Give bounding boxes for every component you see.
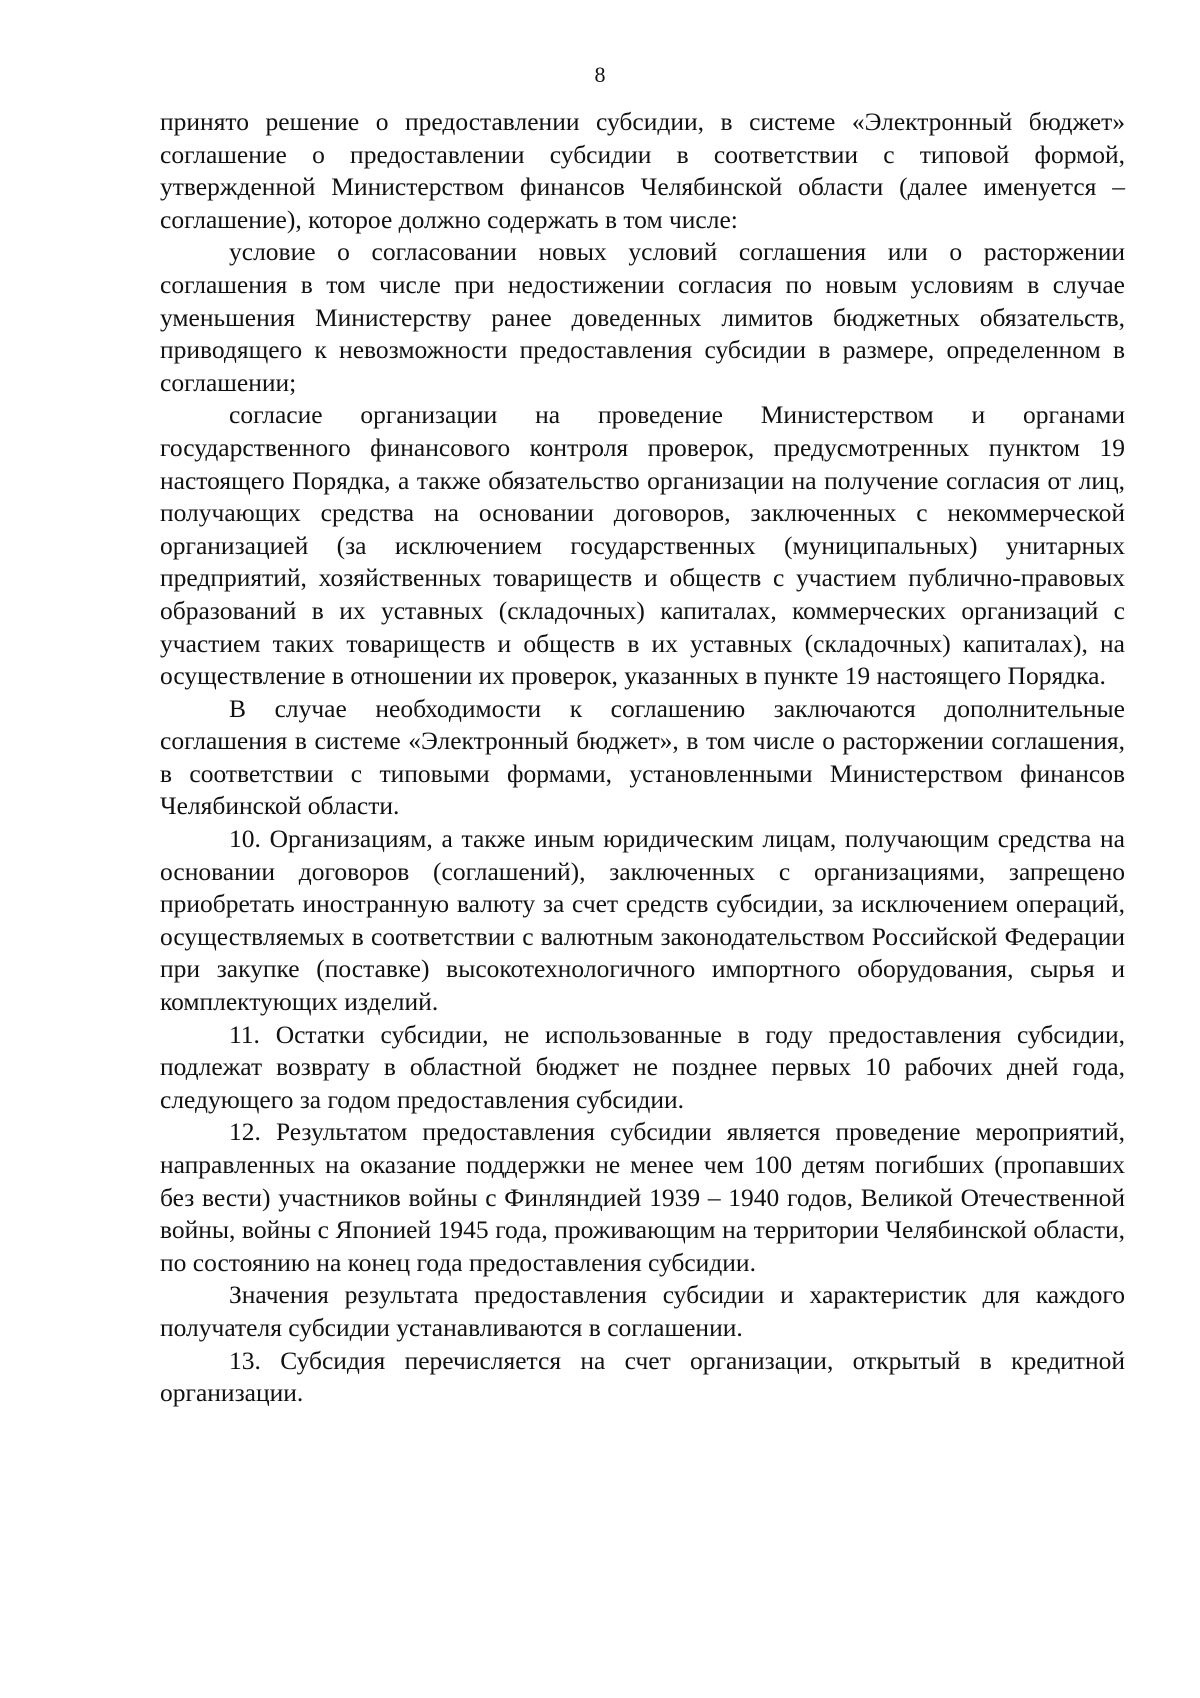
paragraph-result-values: Значения результата предоставления субсидии и характеристик для каждого получателя субсидии устанавливаются в соглашении. xyxy=(160,1280,1125,1342)
paragraph-additional-agreements: В случае необходимости к соглашению заключаются дополнительные соглашения в системе «Электронный бюджет», в том числе о расторжении соглашения, в соответствии с типовыми формами, установленными Министерством финансов Челябинской области. xyxy=(160,693,1125,821)
paragraph-condition-renegotiation: условие о согласовании новых условий соглашения или о расторжении соглашения в том числе при недостижении согласия по новым условиям в случае уменьшения Министерству ранее доведенных лимитов бюджетных обязательств, приводящего к невозможности предоставления субсидии в размере, определенном в соглашении; xyxy=(160,237,1125,397)
paragraph-clause-10: 10. Организациям, а также иным юридическим лицам, получающим средства на основании договоров (соглашений), заключенных с организациями, запрещено приобретать иностранную валюту за счет средств субсидии, за исключением операций, осуществляемых в соответствии с валютным законодательством Российской Федерации при закупке (поставке) высокотехнологичного импортного оборудования, сырья и комплектующих изделий. xyxy=(160,824,1125,1017)
paragraph-clause-12: 12. Результатом предоставления субсидии является проведение мероприятий, направленных на оказание поддержки не менее чем 100 детям погибших (пропавших без вести) участников войны с Финляндией 1939 – 1940 годов, Великой Отечественной войны, войны с Японией 1945 года, проживающим на территории Челябинской области, по состоянию на конец года предоставления субсидии. xyxy=(160,1117,1125,1277)
document-body xyxy=(160,106,1125,1410)
paragraph-consent-to-audits: согласие организации на проведение Министерством и органами государственного финансового контроля проверок, предусмотренных пунктом 19 настоящего Порядка, а также обязательство организации на получение согласия от лиц, получающих средства на основании договоров, заключенных с некоммерческой организацией (за исключением государственных (муниципальных) унитарных предприятий, хозяйственных товариществ и обществ с участием публично-правовых образований в их уставных (складочных) капиталах, коммерческих организаций с участием таких товариществ и обществ в их уставных (складочных) капиталах), на осуществление в отношении их проверок, указанных в пункте 19 настоящего Порядка. xyxy=(160,400,1125,691)
page-number: 8 xyxy=(594,62,606,87)
paragraph-clause-13: 13. Субсидия перечисляется на счет организации, открытый в кредитной организации. xyxy=(160,1345,1125,1408)
paragraph-continuation: принято решение о предоставлении субсидии, в системе «Электронный бюджет» соглашение о предоставлении субсидии в соответствии с типовой формой, утвержденной Министерством финансов Челябинской области (далее именуется – соглашение), которое должно содержать в том числе: xyxy=(160,107,1125,234)
paragraph-clause-11: 11. Остатки субсидии, не использованные в году предоставления субсидии, подлежат возврату в областной бюджет не позднее первых 10 рабочих дней года, следующего за годом предоставления субсидии. xyxy=(160,1019,1125,1114)
